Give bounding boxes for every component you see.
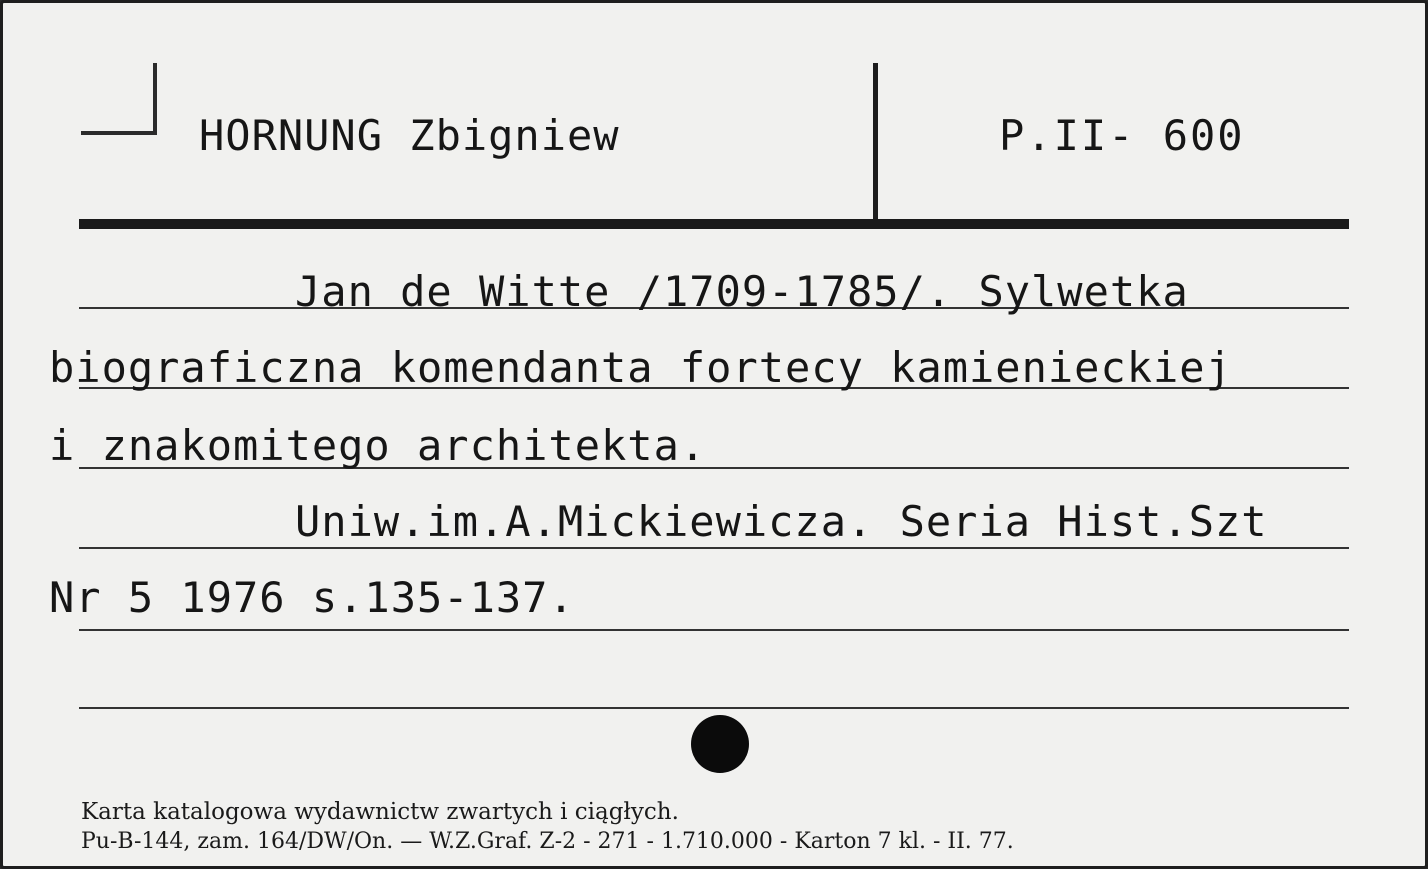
corner-bracket-horizontal — [81, 131, 157, 135]
ruled-line — [79, 629, 1349, 631]
footer-line-2: Pu-B-144, zam. 164/DW/On. — W.Z.Graf. Z-2 - 271 - 1.710.000 - Karton 7 kl. - II. 77. — [81, 829, 1014, 854]
header-rule — [79, 219, 1349, 229]
title-line-3: i znakomitego architekta. — [49, 421, 707, 470]
title-line-1: Jan de Witte /1709-1785/. Sylwetka — [295, 267, 1189, 316]
title-line-2: biograficzna komendanta fortecy kamienieckiej — [49, 343, 1232, 392]
ruled-line — [79, 547, 1349, 549]
corner-bracket-vertical — [153, 63, 157, 135]
footer-line-1: Karta katalogowa wydawnictw zwartych i ciągłych. — [81, 799, 679, 825]
source-line-2: Nr 5 1976 s.135-137. — [49, 573, 575, 622]
call-number: P.II- 600 — [999, 111, 1245, 160]
source-line-1: Uniw.im.A.Mickiewicza. Seria Hist.Szt — [295, 497, 1268, 546]
author-heading: HORNUNG Zbigniew — [199, 111, 620, 160]
punch-hole — [691, 715, 749, 773]
header-divider — [873, 63, 878, 221]
ruled-line — [79, 707, 1349, 709]
